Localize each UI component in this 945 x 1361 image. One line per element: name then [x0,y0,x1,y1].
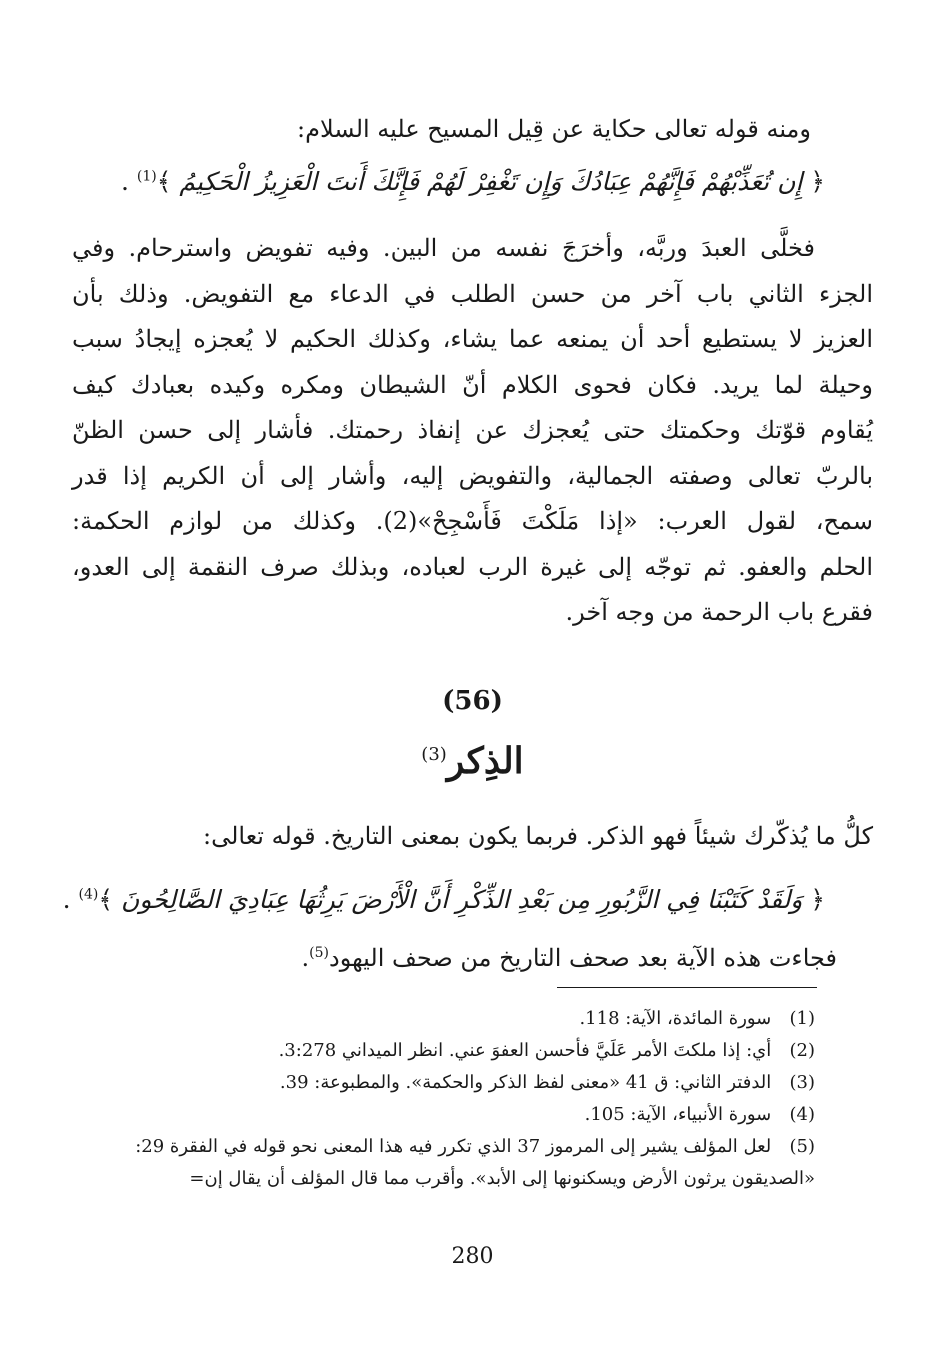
intro-line: ومنه قوله تعالى حكاية عن قِيل المسيح عليه السلام: [297,115,811,143]
footnote-text: لعل المؤلف يشير إلى المرموز 37 الذي تكرر فيه هذا المعنى نحو قوله في الفقرة 29: [135,1136,772,1157]
verse-1-text: إِن تُعَذِّبْهُمْ فَإِنَّهُمْ عِبَادُكَ وَإِن تَغْفِرْ لَهُمْ فَإِنَّكَ أَنتَ الْعَزِيزُ الْحَكِيمُ [179,167,803,196]
verse-2-end: . [62,885,71,914]
verse-2-text: وَلَقَدْ كَتَبْنَا فِي الزَّبُورِ مِن بَعْدِ الذِّكْرِ أَنَّ الْأَرْضَ يَرِثُهَا عِبَادِيَ الصَّالِحُونَ [121,885,803,914]
section-number: (56) [442,686,503,716]
footnote-number: (5) [789,1136,815,1157]
footnote-item [88,1067,815,1099]
after-line [200,938,837,978]
section-title-text: الذِكر [446,740,524,782]
paragraph-line: سمح، لقول العرب: «إذا مَلَكْتَ فَأَسْجِحْ»(2). وكذلك من لوازم الحكمة: [72,507,874,535]
section-title [0,740,945,782]
commentary-paragraph [72,226,873,636]
footnote-ref-3[interactable]: (3) [421,744,447,765]
paragraph-line: الجزء الثاني باب آخر من حسن الطلب في الدعاء مع التفويض. وذلك بأن [72,279,873,308]
quran-verse-1 [120,162,825,202]
page-number: 280 [451,1244,494,1269]
quran-verse-2 [62,880,825,920]
verse-close-bracket: ﴾ [98,885,114,914]
paragraph-line: فقرع باب الرحمة من وجه آخر. [565,598,873,626]
verse-close-bracket: ﴾ [156,167,172,196]
footnote-text: أي: إذا ملكتَ الأمر عَلَيَّ فأحسن العفوَ عني. انظر الميداني 3:278. [278,1040,772,1061]
verse-open-bracket: ﴿ [810,167,825,196]
footnote-number: (2) [789,1040,815,1061]
footnote-ref-1[interactable]: (1) [136,168,157,185]
footnote-number: (1) [789,1008,815,1029]
paragraph-line: العزيز لا يستطيع أحد أن يمنعه عما يشاء، وكذلك الحكيم لا يُعجزه إيجادُ سبب [72,325,873,353]
paragraph-line: يُقاوم قوّتك وحكمتك حتى يُعجزك عن إنفاذ رحمتك. فأشار إلى حسن الظنّ [72,416,873,444]
footnote-item [88,1035,815,1067]
after-line-text: فجاءت هذه الآية بعد صحف التاريخ من صحف اليهود [329,944,837,972]
paragraph-line: فخلَّى العبدَ وربَّه، وأخرَجَ نفسه من البين. وفيه تفويض واسترحام. وفي [72,234,816,262]
definition-line: كلُّ ما يُذكّرك شيئاً فهو الذكر. فربما يكون بمعنى التاريخ. قوله تعالى: [203,822,873,850]
footnote-text: الدفتر الثاني: ق 41 «معنى لفظ الذكر والحكمة». والمطبوعة: 39. [279,1072,772,1093]
verse-open-bracket: ﴿ [810,885,825,914]
after-line-end: . [301,944,310,972]
footnote-text: سورة الأنبياء، الآية: 105. [584,1104,772,1125]
paragraph-line: الحلم والعفو. ثم توجّه إلى غيرة الرب لعباده، وبذلك صرف النقمة إلى العدو، [72,552,873,581]
footnote-ref-4[interactable]: (4) [78,886,99,903]
footnote-number: (4) [789,1104,815,1125]
footnote-item [88,1131,815,1163]
paragraph-line: بالربّ تعالى وصفته الجمالية، والتفويض إليه، وأشار إلى أن الكريم إذا قدر [72,461,873,490]
footnote-text: سورة المائدة، الآية: 118. [579,1008,772,1029]
footnote-item [88,1099,815,1131]
footnote-continuation: «الصديقون يرثون الأرض ويسكنونها إلى الأبد». وأقرب مما قال المؤلف أن يقال إن= [189,1168,815,1189]
footnote-item [88,1003,815,1035]
paragraph-line: وحيلة لما يريد. فكان فحوى الكلام أنّ الشيطان ومكره وكيده بعبادك كيف [72,370,873,399]
footnote-number: (3) [789,1072,815,1093]
footnotes [88,1003,815,1195]
verse-1-end: . [120,167,129,196]
footnote-ref-5[interactable]: (5) [309,945,329,961]
footnote-divider [557,987,817,988]
